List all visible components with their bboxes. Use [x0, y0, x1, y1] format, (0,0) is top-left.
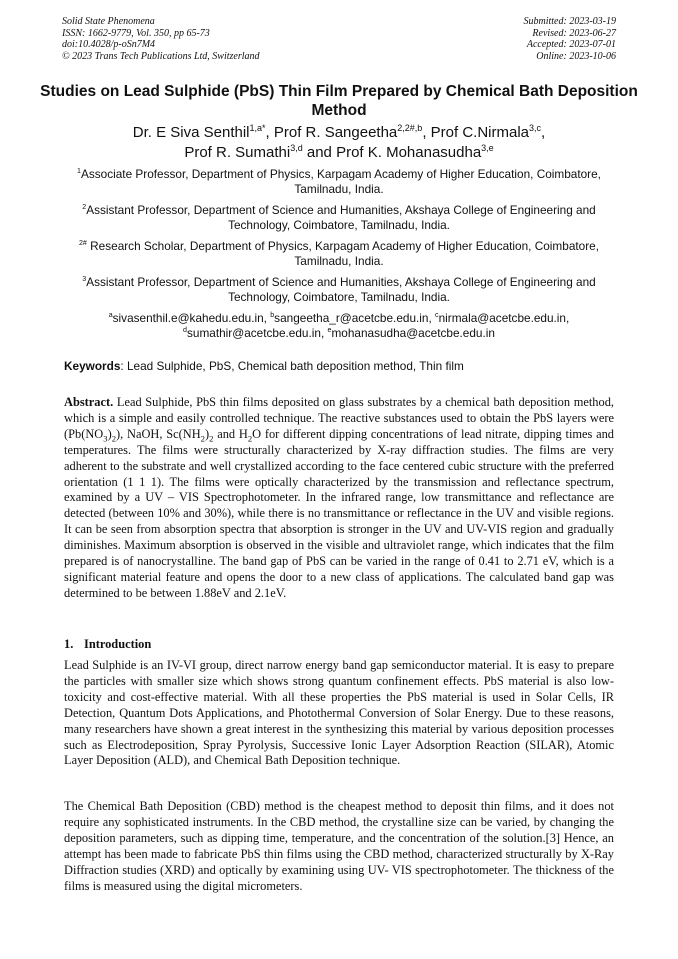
email-address[interactable]: nirmala@acetcbe.edu.in [438, 311, 566, 325]
email-address[interactable]: mohanasudha@acetcbe.edu.in [331, 326, 495, 340]
abstract-text: ) [204, 426, 210, 441]
affiliation [55, 203, 623, 233]
affiliation-marker: 3 [82, 275, 87, 284]
issn-line: ISSN: 1662-9779, Vol. 350, pp 65-73 [62, 27, 210, 39]
publication-dates [524, 16, 617, 62]
author-name: Prof C.Nirmala [430, 124, 530, 141]
subscript: 2 [111, 433, 117, 444]
author-separator: , [541, 124, 546, 141]
email-marker: d [183, 326, 187, 335]
section-heading [64, 637, 151, 652]
affiliation [55, 167, 623, 197]
subscript: 2 [247, 433, 253, 444]
abstract-text: and H [213, 426, 248, 441]
email-address[interactable]: sivasenthil.e@kahedu.edu.in [112, 311, 264, 325]
body-paragraph: The Chemical Bath Deposition (CBD) method is the cheapest method to deposit thin films, and it does not require any sophisticated instruments. In the CBD method, the crystalline size can be varied, by changing the deposition parameters, such as dipping time, temperature, and the concentration of the solution.[3] Hence, an attempt has been made to fabricate PbS thin films using the CBD method, characterized structurally by X-Ray Diffraction studies (XRD) and optically by examining using UV- VIS spectrophotometer. The thickness of the films is measured using the digital micrometers. [64, 799, 614, 893]
affiliation [55, 275, 623, 305]
affiliations [55, 167, 623, 311]
affiliation-marker: 1 [77, 167, 81, 176]
journal-info [62, 16, 260, 62]
submitted-date: Submitted: 2023-03-19 [523, 16, 616, 27]
author-name: Prof R. Sumathi [184, 143, 291, 161]
accepted-date: Accepted: 2023-07-01 [526, 39, 616, 50]
affiliation [55, 239, 623, 269]
subscript: 3 [103, 433, 108, 444]
email-marker: a [108, 311, 113, 320]
paper-title: Studies on Lead Sulphide (PbS) Thin Film Prepared by Chemical Bath Deposition Method [40, 83, 638, 119]
doi-line: doi:10.4028/p-oSn7M4 [62, 39, 156, 50]
author-separator: , [265, 124, 274, 141]
abstract-text: O for different dipping concentrations of lead nitrate, dipping times and temperatures. The films were structurally characterized by X-ray diffraction studies. The films are very adherent to the substrate and well crystallized according to the face centered cubic structure with the preferred orientation (1 1 1). The films were optically characterized by the transmission and reflectance spectrum, examined by a UV – VIS Spectrophotometer. In the infrared range, low transmittance and reflectance are detected (between 10% and 30%), while there is no transmittance or reflectance in the UV and visible regions. It can be seen from absorption spectra that absorption is stronger in the UV and UV-VIS region and gradually diminishes. Maximum absorption is observed in the visible and ultraviolet range, which indicates that the film prepared is of nanocrystalline. The band gap of PbS can be varied in the range of 0.41 to 2.71 eV, which is a significant material feature and opens the door to a new class of applications. The calculated band gap was determined to be between 1.88eV and 2.1eV. [64, 426, 614, 600]
author-name: Prof K. Mohanasudha [336, 143, 482, 161]
affiliation-text: Research Scholar, Department of Physics, Karpagam Academy of Higher Education, Coimbatore, Tamilnadu, India. [86, 239, 599, 268]
author-name: Prof R. Sangeetha [273, 124, 398, 141]
email-marker: e [327, 326, 332, 335]
author-conjunction: and [302, 143, 337, 161]
author-list [40, 123, 638, 162]
body-paragraph: Lead Sulphide is an IV-VI group, direct narrow energy band gap semiconductor material. It is easy to prepare the particles with smaller size which shows strong quantum confinement effects. PbS material is also low-toxicity and cost-effective material. With all these properties the PbS material is used in Solar Cells, IR Detection, Quantum Dots Applications, and Photothermal Conversion of Solar Energy. Due to these reasons, many researchers have shown a great interest in the synthesizing this material by various deposition processes such as Electrodeposition, Spray Pyrolysis, Successive Ionic Layer Adsorption Reaction (SILAR), Atomic Layer Deposition (ALD), and Chemical Bath Deposition technique. [64, 658, 614, 768]
abstract-text: ), NaOH, Sc(NH [116, 426, 201, 441]
author-separator: , [422, 124, 431, 141]
section-number: 1. [64, 637, 74, 651]
author-affiliation-marker: 3,c [529, 123, 542, 133]
subscript: 2 [209, 433, 214, 444]
email-marker: c [435, 311, 439, 320]
affiliation-text: Assistant Professor, Department of Science and Humanities, Akshaya College of Engineering and Technology, Coimbatore, Tamilnadu, India. [86, 203, 596, 232]
keywords-label: Keywords [64, 359, 121, 373]
author-emails: $^a$sivasenthil.e@kahedu.edu.in, $^b$sangeetha_r@acetcbe.edu.in, $^c$nirmala@acetcbe.edu.in, $^d$sumathir@acetcbe.edu.in, $^e$mohanasudha@acetcbe.edu.in [108, 311, 570, 340]
affiliation-text: Assistant Professor, Department of Science and Humanities, Akshaya College of Engineering and Technology, Coimbatore, Tamilnadu, India. [86, 275, 596, 304]
author-affiliation-marker: 3,d [290, 142, 303, 153]
email-address[interactable]: sangeetha_r@acetcbe.edu.in [274, 311, 429, 325]
abstract-label: Abstract. [64, 395, 114, 409]
affiliation-marker: 2 [82, 203, 87, 212]
keywords [64, 359, 624, 374]
email-marker: b [270, 311, 275, 320]
email-address[interactable]: sumathir@acetcbe.edu.in [186, 326, 321, 340]
author-affiliation-marker: 2,2#,b [397, 123, 423, 133]
abstract-text: Lead Sulphide, PbS thin films deposited on glass substrates by a chemical bath deposition method, which is a simple and easily controlled technique. The reactive substances used to obtain the PbS layers were (Pb(NO [64, 395, 614, 441]
keywords-separator: : [120, 359, 127, 373]
author-affiliation-marker: 1,a* [249, 123, 266, 133]
online-date: Online: 2023-10-06 [536, 50, 616, 62]
keywords-text: Lead Sulphide, PbS, Chemical bath deposition method, Thin film [126, 359, 464, 373]
journal-name: Solid State Phenomena [62, 16, 155, 27]
author-affiliation-marker: 3,e [481, 142, 494, 153]
affiliation-marker: 2# [79, 239, 87, 248]
author-name: Dr. E Siva Senthil [132, 124, 250, 141]
subscript: 2 [200, 433, 205, 444]
revised-date: Revised: 2023-06-27 [532, 27, 616, 39]
abstract-text: ) [107, 426, 112, 441]
copyright-line: © 2023 Trans Tech Publications Ltd, Switzerland [62, 50, 260, 62]
affiliation-text: Associate Professor, Department of Physics, Karpagam Academy of Higher Education, Coimbatore, Tamilnadu, India. [80, 167, 601, 196]
abstract [64, 395, 614, 602]
section-title: Introduction [84, 637, 152, 651]
